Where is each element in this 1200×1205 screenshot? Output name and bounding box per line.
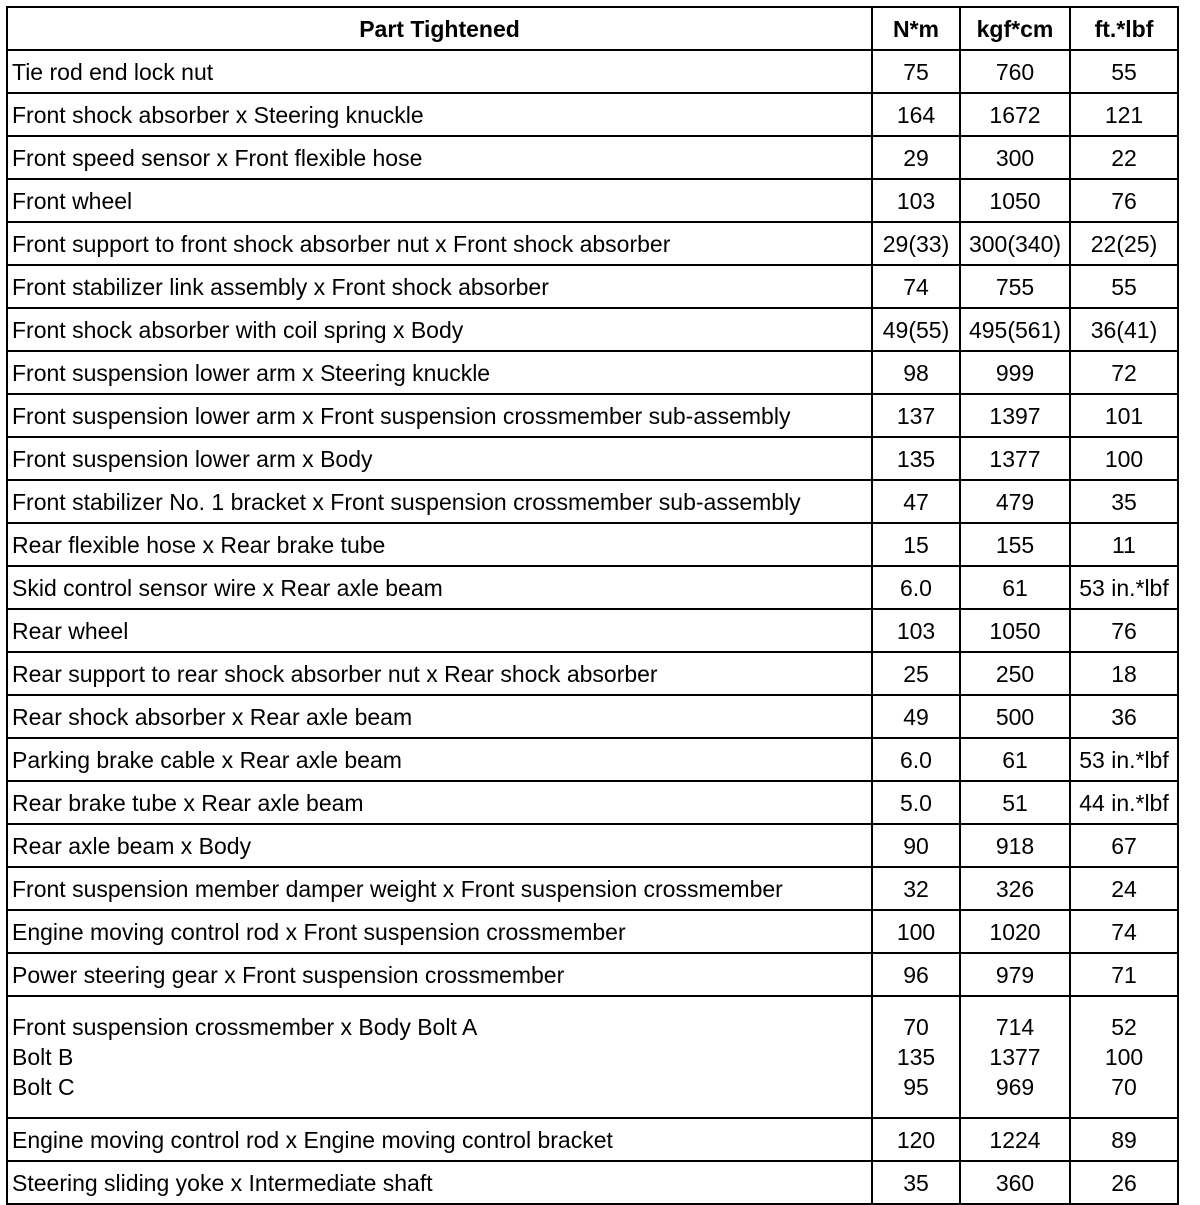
part-cell: Front suspension lower arm x Body (7, 437, 872, 480)
ft-cell: 76 (1070, 609, 1178, 652)
bolt-b-kgf: 1377 (989, 1044, 1041, 1070)
part-cell: Front stabilizer link assembly x Front shock absorber (7, 265, 872, 308)
nm-cell: 164 (872, 93, 960, 136)
table-row (7, 781, 1178, 824)
table-row (7, 652, 1178, 695)
table-row (7, 910, 1178, 953)
nm-cell: 100 (872, 910, 960, 953)
ft-cell: 18 (1070, 652, 1178, 695)
kgf-cell: 1672 (960, 93, 1070, 136)
nm-cell: 49(55) (872, 308, 960, 351)
nm-cell: 103 (872, 609, 960, 652)
kgf-cell: 1224 (960, 1118, 1070, 1161)
table-row (7, 1118, 1178, 1161)
ft-cell: 121 (1070, 93, 1178, 136)
nm-cell: 120 (872, 1118, 960, 1161)
part-cell: Front suspension lower arm x Steering knuckle (7, 351, 872, 394)
part-cell: Engine moving control rod x Engine moving control bracket (7, 1118, 872, 1161)
part-cell: Rear support to rear shock absorber nut x Rear shock absorber (7, 652, 872, 695)
kgf-cell: 61 (960, 566, 1070, 609)
header-ft-lbf: ft.*lbf (1070, 7, 1178, 50)
kgf-cell: 979 (960, 953, 1070, 996)
part-cell: Front shock absorber with coil spring x Body (7, 308, 872, 351)
nm-cell: 25 (872, 652, 960, 695)
part-cell: Front shock absorber x Steering knuckle (7, 93, 872, 136)
part-cell: Front wheel (7, 179, 872, 222)
nm-cell: 6.0 (872, 738, 960, 781)
part-cell: Front suspension member damper weight x Front suspension crossmember (7, 867, 872, 910)
ft-cell: 35 (1070, 480, 1178, 523)
part-cell: Tie rod end lock nut (7, 50, 872, 93)
nm-cell: 29(33) (872, 222, 960, 265)
nm-cell: 74 (872, 265, 960, 308)
table-row (7, 265, 1178, 308)
part-cell: Rear flexible hose x Rear brake tube (7, 523, 872, 566)
ft-cell: 36 (1070, 695, 1178, 738)
nm-cell: 137 (872, 394, 960, 437)
ft-cell: 101 (1070, 394, 1178, 437)
table-row (7, 695, 1178, 738)
kgf-cell: 61 (960, 738, 1070, 781)
ft-cell: 36(41) (1070, 308, 1178, 351)
kgf-cell: 918 (960, 824, 1070, 867)
ft-cell: 44 in.*lbf (1070, 781, 1178, 824)
kgf-cell: 1050 (960, 609, 1070, 652)
part-cell: Front stabilizer No. 1 bracket x Front suspension crossmember sub-assembly (7, 480, 872, 523)
ft-cell: 11 (1070, 523, 1178, 566)
nm-cell: 98 (872, 351, 960, 394)
table-row (7, 953, 1178, 996)
bolt-a-label: Front suspension crossmember x Body Bolt A (12, 1014, 478, 1040)
ft-cell: 100 (1070, 437, 1178, 480)
bolt-b-ft: 100 (1104, 1044, 1144, 1070)
kgf-cell: 326 (960, 867, 1070, 910)
table-row (7, 222, 1178, 265)
torque-specification-table (6, 6, 1179, 1205)
part-cell: Parking brake cable x Rear axle beam (7, 738, 872, 781)
header-nm: N*m (872, 7, 960, 50)
bolt-c-kgf: 969 (995, 1074, 1035, 1100)
part-cell: Rear shock absorber x Rear axle beam (7, 695, 872, 738)
nm-cell: 32 (872, 867, 960, 910)
kgf-cell: 495(561) (960, 308, 1070, 351)
ft-cell: 76 (1070, 179, 1178, 222)
table-row (7, 437, 1178, 480)
part-cell: Power steering gear x Front suspension crossmember (7, 953, 872, 996)
part-cell: Engine moving control rod x Front suspension crossmember (7, 910, 872, 953)
ft-cell: 55 (1070, 50, 1178, 93)
table-row (7, 609, 1178, 652)
ft-cell: 74 (1070, 910, 1178, 953)
nm-cell: 5.0 (872, 781, 960, 824)
nm-cell: 35 (872, 1161, 960, 1204)
bolt-c-label: Bolt C (12, 1074, 75, 1100)
table-row (7, 480, 1178, 523)
kgf-cell: 999 (960, 351, 1070, 394)
table-row (7, 523, 1178, 566)
bolt-b-nm: 135 (896, 1044, 936, 1070)
table-row (7, 308, 1178, 351)
kgf-cell: 1397 (960, 394, 1070, 437)
ft-cell: 67 (1070, 824, 1178, 867)
nm-cell: 49 (872, 695, 960, 738)
part-cell: Front speed sensor x Front flexible hose (7, 136, 872, 179)
part-cell: Front suspension lower arm x Front suspension crossmember sub-assembly (7, 394, 872, 437)
bolt-a-ft: 52 (1111, 1014, 1137, 1040)
nm-cell: 29 (872, 136, 960, 179)
table-row (7, 738, 1178, 781)
table-row-crossmember-bolts (7, 996, 1178, 1118)
kgf-cell: 755 (960, 265, 1070, 308)
ft-cell: 55 (1070, 265, 1178, 308)
header-row (7, 7, 1178, 50)
bolt-a-kgf: 714 (995, 1014, 1035, 1040)
kgf-cell: 360 (960, 1161, 1070, 1204)
table-row (7, 136, 1178, 179)
nm-cell: 96 (872, 953, 960, 996)
bolt-a-nm: 70 (903, 1014, 929, 1040)
ft-cell: 26 (1070, 1161, 1178, 1204)
kgf-cell: 500 (960, 695, 1070, 738)
ft-cell: 24 (1070, 867, 1178, 910)
bolt-c-nm: 95 (903, 1074, 929, 1100)
kgf-cell: 300 (960, 136, 1070, 179)
table-row (7, 394, 1178, 437)
table-row (7, 867, 1178, 910)
table-row (7, 566, 1178, 609)
kgf-cell: 479 (960, 480, 1070, 523)
ft-cell: 89 (1070, 1118, 1178, 1161)
part-cell: Front support to front shock absorber nut x Front shock absorber (7, 222, 872, 265)
kgf-cell: 1050 (960, 179, 1070, 222)
kgf-cell: 1020 (960, 910, 1070, 953)
kgf-cell: 155 (960, 523, 1070, 566)
ft-cell: 71 (1070, 953, 1178, 996)
header-part-tightened: Part Tightened (7, 7, 872, 50)
kgf-cell (960, 996, 1070, 1118)
part-cell: Rear axle beam x Body (7, 824, 872, 867)
bolt-c-ft: 70 (1111, 1074, 1137, 1100)
nm-cell: 47 (872, 480, 960, 523)
nm-cell: 90 (872, 824, 960, 867)
ft-cell (1070, 996, 1178, 1118)
bolt-b-label: Bolt B (12, 1044, 74, 1070)
ft-cell: 22(25) (1070, 222, 1178, 265)
kgf-cell: 250 (960, 652, 1070, 695)
nm-cell: 135 (872, 437, 960, 480)
nm-cell: 6.0 (872, 566, 960, 609)
part-cell (7, 996, 872, 1118)
table-row (7, 351, 1178, 394)
kgf-cell: 760 (960, 50, 1070, 93)
kgf-cell: 51 (960, 781, 1070, 824)
ft-cell: 53 in.*lbf (1070, 738, 1178, 781)
part-cell: Steering sliding yoke x Intermediate shaft (7, 1161, 872, 1204)
kgf-cell: 300(340) (960, 222, 1070, 265)
nm-cell: 15 (872, 523, 960, 566)
table-row (7, 93, 1178, 136)
part-cell: Rear brake tube x Rear axle beam (7, 781, 872, 824)
part-cell: Skid control sensor wire x Rear axle beam (7, 566, 872, 609)
table-row (7, 179, 1178, 222)
ft-cell: 72 (1070, 351, 1178, 394)
nm-cell: 103 (872, 179, 960, 222)
nm-cell: 75 (872, 50, 960, 93)
part-cell: Rear wheel (7, 609, 872, 652)
ft-cell: 22 (1070, 136, 1178, 179)
kgf-cell: 1377 (960, 437, 1070, 480)
nm-cell (872, 996, 960, 1118)
table-row (7, 50, 1178, 93)
header-kgf-cm: kgf*cm (960, 7, 1070, 50)
ft-cell: 53 in.*lbf (1070, 566, 1178, 609)
table-row (7, 1161, 1178, 1204)
table-row (7, 824, 1178, 867)
